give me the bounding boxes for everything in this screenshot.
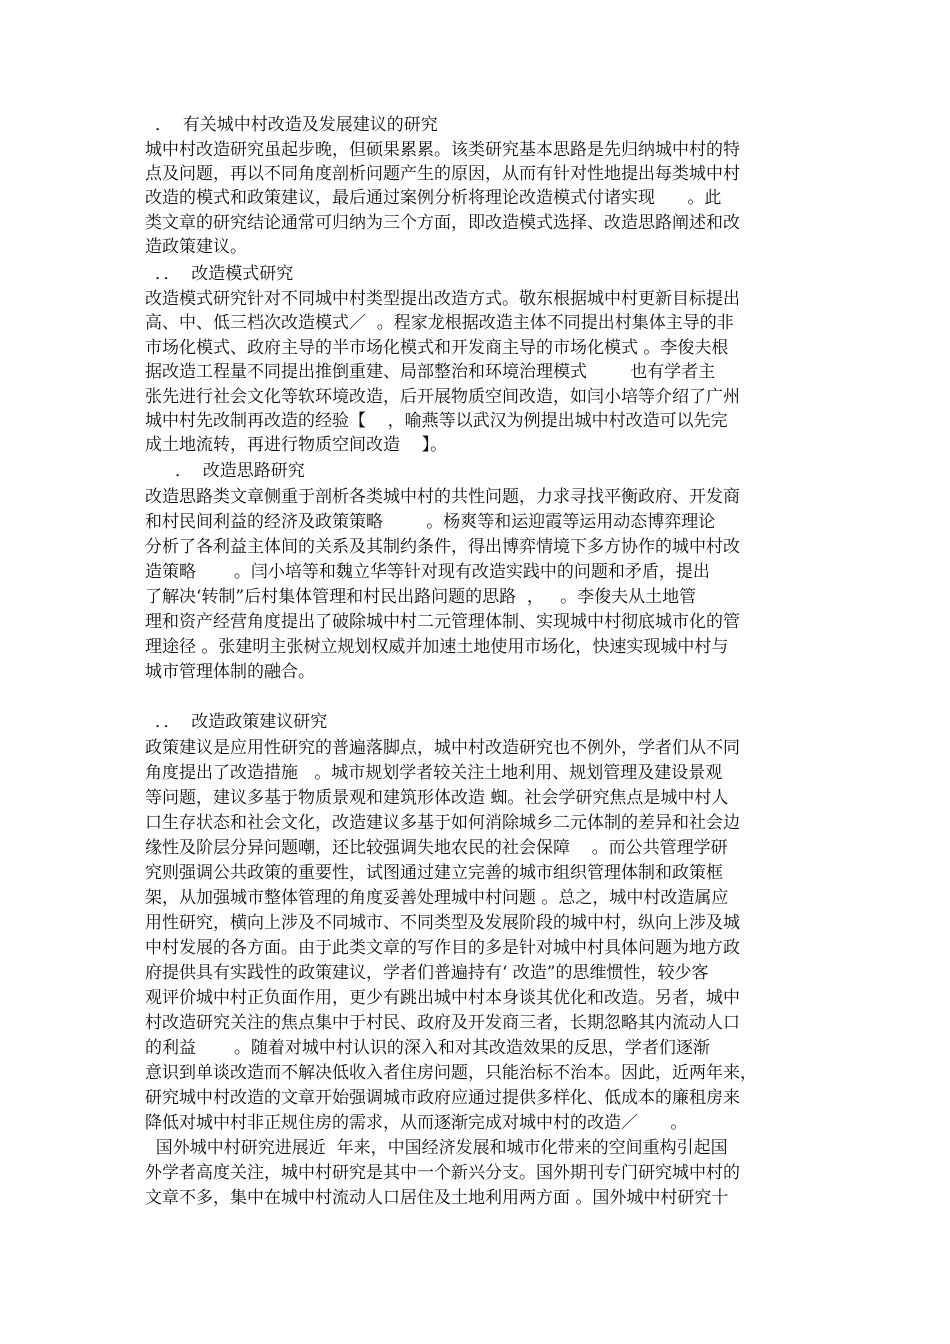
- paragraph-line: 国外城中村研究进展近 年来，中国经济发展和城市化带来的空间重构引起国: [145, 1138, 728, 1158]
- paragraph-line: 理途径 。张建明主张树立规划权威并加速土地使用市场化，快速实现城中村与: [145, 637, 729, 657]
- paragraph-line: 改造思路类文章侧重于剖析各类城中村的共性问题，力求寻找平衡政府、开发商: [145, 487, 740, 507]
- paragraph-line: 据改造工程量不同提出推倒重建、局部整治和环境治理模式 也有学者主: [145, 362, 716, 382]
- paragraph-line: 研究城中村改造的文章开始强调城市政府应通过提供多样化、低成本的廉租房来: [145, 1088, 740, 1108]
- paragraph-line: 理和资产经营角度提出了破除城中村二元管理体制、实现城中村彻底城市化的管: [145, 612, 740, 632]
- paragraph-line: 分析了各利益主体间的关系及其制约条件，得出博弈情境下多方协作的城中村改: [145, 537, 740, 557]
- paragraph-line: 用性研究，横向上涉及不同城市、不同类型及发展阶段的城中村，纵向上涉及城: [145, 913, 740, 933]
- paragraph-line: 角度提出了改造措施 。城市规划学者较关注土地利用、规划管理及建设景观: [145, 763, 723, 783]
- paragraph-line: 等问题，建议多基于物质景观和建筑形体改造 蜘。社会学研究焦点是城中村人: [145, 788, 729, 808]
- paragraph-line: 高、中、低三档次改造模式／ 。程家龙根据改造主体不同提出村集体主导的非: [145, 313, 734, 333]
- paragraph-line: 成土地流转，再进行物质空间改造 】。: [145, 435, 448, 455]
- paragraph-line: 村改造研究关注的焦点集中于村民、政府及开发商三者，长期忽略其内流动人口: [145, 1013, 740, 1033]
- paragraph-line: 口生存状态和社会文化，改造建议多基于如何消除城乡二元体制的差异和社会边: [145, 813, 740, 833]
- paragraph-line: 市场化模式、政府主导的半市场化模式和开发商主导的市场化模式 。李俊夫根: [145, 338, 729, 358]
- paragraph-line: 城中村先改制再改造的经验【 ，喻燕等以武汉为例提出城中村改造可以先完: [145, 411, 728, 431]
- paragraph-line: 外学者高度关注，城中村研究是其中一个新兴分支。国外期刊专门研究城中村的: [145, 1163, 740, 1183]
- paragraph-line: 观评价城中村正负面作用，更少有跳出城中村本身谈其优化和改造。另者，城中: [145, 988, 740, 1008]
- paragraph-line: 文章不多，集中在城中村流动人口居住及土地利用两方面 。国外城中村研究十: [145, 1188, 729, 1208]
- paragraph-line: 城中村改造研究虽起步晚，但硕果累累。该类研究基本思路是先归纳城中村的特: [145, 140, 740, 160]
- subsection-heading: ． 改造思路研究: [175, 461, 305, 481]
- paragraph-line: 中村发展的各方面。由于此类文章的写作目的多是针对城中村具体问题为地方政: [145, 938, 740, 958]
- paragraph-line: 了解决‘转制”后村集体管理和村民出路问题的思路 ， 。李俊夫从土地管: [145, 587, 697, 607]
- subsection-heading: ．． 改造政策建议研究: [155, 712, 328, 732]
- paragraph-line: 点及问题，再以不同角度剖析问题产生的原因，从而有针对性地提出每类城中村: [145, 164, 740, 184]
- paragraph-line: 改造模式研究针对不同城中村类型提出改造方式。敬东根据城中村更新目标提出: [145, 289, 740, 309]
- paragraph-line: 意识到单谈改造而不解决低收入者住房问题，只能治标不治本。因此，近两年来，: [145, 1063, 757, 1083]
- paragraph-line: 缘性及阶层分异问题嘲，还比较强调失地农民的社会保障 。而公共管理学研: [145, 838, 728, 858]
- paragraph-line: 降低对城中村非正规住房的需求，从而逐渐完成对城中村的改造／ 。: [145, 1113, 688, 1133]
- paragraph-line: 城市管理体制的融合。: [145, 662, 315, 682]
- paragraph-line: 架，从加强城市整体管理的角度妥善处理城中村问题 。总之，城中村改造属应: [145, 888, 729, 908]
- paragraph-line: 的利益 。随着对城中村认识的深入和对其改造效果的反思，学者们逐渐: [145, 1038, 710, 1058]
- paragraph-line: 政策建议是应用性研究的普遍落脚点，城中村改造研究也不例外，学者们从不同: [145, 738, 740, 758]
- paragraph-line: 改造的模式和政策建议，最后通过案例分析将理论改造模式付诸实现 。此: [145, 188, 722, 208]
- paragraph-line: 府提供具有实践性的政策建议，学者们普遍持有‘ 改造”的思维惯性，较少客: [145, 963, 709, 983]
- subsection-heading: ．． 改造模式研究: [155, 264, 294, 284]
- paragraph-line: 究则强调公共政策的重要性，试图通过建立完善的城市组织管理体制和政策框: [145, 863, 723, 883]
- paragraph-line: 和村民间利益的经济及政策策略 。杨爽等和运迎霞等运用动态博弈理论: [145, 512, 716, 532]
- paragraph-line: 类文章的研究结论通常可归纳为三个方面，即改造模式选择、改造思路阐述和改: [145, 213, 740, 233]
- paragraph-line: 造策略 。闫小培等和魏立华等针对现有改造实践中的问题和矛盾，提出: [145, 562, 710, 582]
- section-heading: ． 有关城中村改造及发展建议的研究: [155, 115, 438, 135]
- paragraph-line: 张先进行社会文化等软环境改造，后开展物质空间改造，如闫小培等介绍了广州: [145, 387, 740, 407]
- paragraph-line: 造政策建议。: [145, 237, 247, 257]
